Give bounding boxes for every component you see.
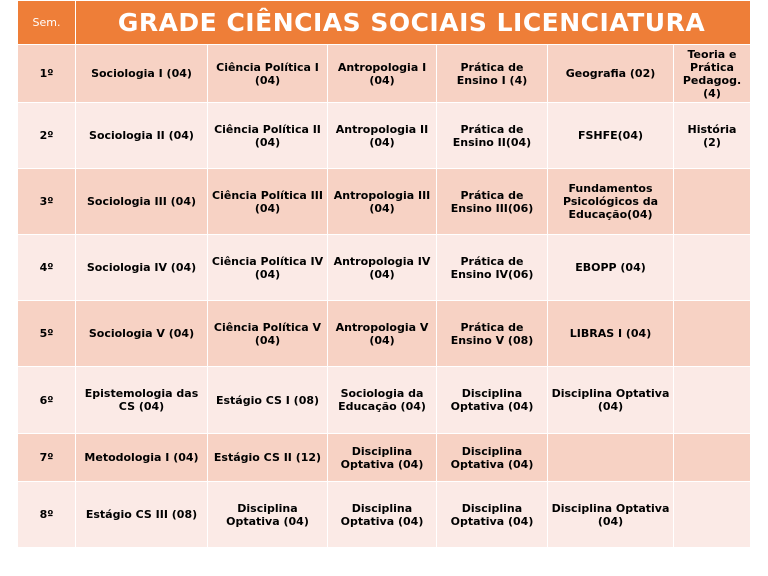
course-cell: Prática de Ensino IV(06) <box>437 235 548 301</box>
curriculum-grid <box>17 0 751 548</box>
course-cell: LIBRAS I (04) <box>548 301 674 367</box>
course-cell: Teoria e Prática Pedagog. (4) <box>674 45 751 103</box>
course-cell: Sociologia III (04) <box>76 169 208 235</box>
course-cell: Sociologia II (04) <box>76 103 208 169</box>
course-cell: Disciplina Optativa (04) <box>328 434 437 482</box>
course-cell <box>548 434 674 482</box>
course-cell: Disciplina Optativa (04) <box>208 482 328 548</box>
table-row <box>18 301 751 367</box>
course-cell: Sociologia I (04) <box>76 45 208 103</box>
course-cell: Prática de Ensino I (4) <box>437 45 548 103</box>
course-cell: Fundamentos Psicológicos da Educação(04) <box>548 169 674 235</box>
course-cell: Sociologia V (04) <box>76 301 208 367</box>
course-cell: Prática de Ensino V (08) <box>437 301 548 367</box>
semester-header: Sem. <box>18 1 76 45</box>
course-cell: Disciplina Optativa (04) <box>328 482 437 548</box>
course-cell <box>674 301 751 367</box>
semester-cell: 8º <box>18 482 76 548</box>
course-cell: Estágio CS I (08) <box>208 367 328 434</box>
course-cell: Disciplina Optativa (04) <box>437 367 548 434</box>
course-cell: Metodologia I (04) <box>76 434 208 482</box>
course-cell: Antropologia V (04) <box>328 301 437 367</box>
course-cell: Antropologia II (04) <box>328 103 437 169</box>
course-cell: Antropologia IV (04) <box>328 235 437 301</box>
course-cell: Prática de Ensino II(04) <box>437 103 548 169</box>
semester-cell: 3º <box>18 169 76 235</box>
course-cell: Epistemologia das CS (04) <box>76 367 208 434</box>
table-row <box>18 367 751 434</box>
course-cell: Ciência Política IV (04) <box>208 235 328 301</box>
course-cell: Ciência Política II (04) <box>208 103 328 169</box>
semester-cell: 2º <box>18 103 76 169</box>
course-cell: Disciplina Optativa (04) <box>548 482 674 548</box>
semester-cell: 4º <box>18 235 76 301</box>
table-row <box>18 235 751 301</box>
course-cell: Geografia (02) <box>548 45 674 103</box>
course-cell: Ciência Política I (04) <box>208 45 328 103</box>
semester-cell: 5º <box>18 301 76 367</box>
table-row <box>18 45 751 103</box>
course-cell: Sociologia da Educação (04) <box>328 367 437 434</box>
semester-cell: 6º <box>18 367 76 434</box>
course-cell: Estágio CS II (12) <box>208 434 328 482</box>
course-cell <box>674 367 751 434</box>
table-row <box>18 434 751 482</box>
course-cell: Disciplina Optativa (04) <box>548 367 674 434</box>
course-cell: História (2) <box>674 103 751 169</box>
table-row <box>18 169 751 235</box>
course-cell: Ciência Política III (04) <box>208 169 328 235</box>
semester-cell: 7º <box>18 434 76 482</box>
course-cell <box>674 434 751 482</box>
course-cell: Prática de Ensino III(06) <box>437 169 548 235</box>
table-row <box>18 482 751 548</box>
table-row <box>18 103 751 169</box>
course-cell: Antropologia I (04) <box>328 45 437 103</box>
semester-cell: 1º <box>18 45 76 103</box>
course-cell: Antropologia III (04) <box>328 169 437 235</box>
course-cell: Disciplina Optativa (04) <box>437 482 548 548</box>
course-cell: Estágio CS III (08) <box>76 482 208 548</box>
course-cell: Sociologia IV (04) <box>76 235 208 301</box>
page-title: GRADE CIÊNCIAS SOCIAIS LICENCIATURA <box>76 1 751 45</box>
course-cell: EBOPP (04) <box>548 235 674 301</box>
course-cell: Ciência Política V (04) <box>208 301 328 367</box>
course-cell <box>674 482 751 548</box>
course-cell: FSHFE(04) <box>548 103 674 169</box>
course-cell <box>674 235 751 301</box>
course-cell: Disciplina Optativa (04) <box>437 434 548 482</box>
course-cell <box>674 169 751 235</box>
